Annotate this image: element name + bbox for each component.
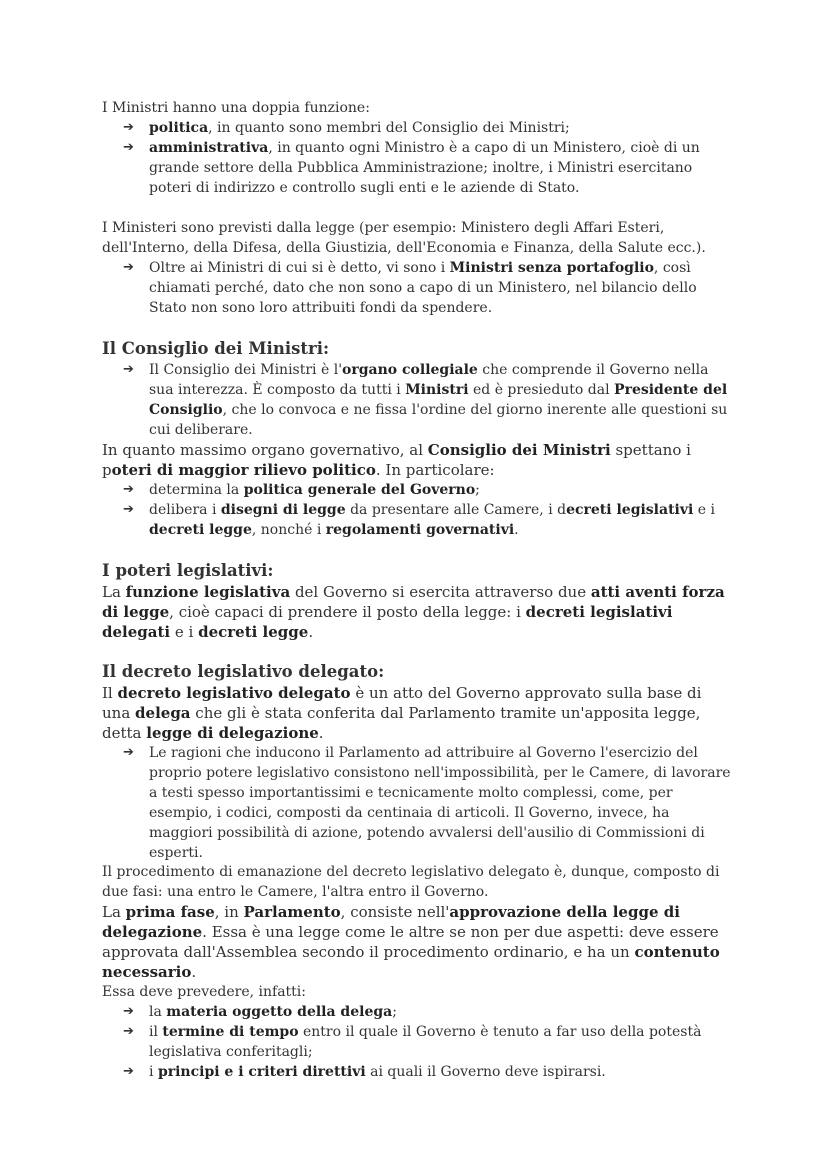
bold-text: decreti legislativi delegati	[102, 603, 673, 641]
text-run: spettano i p	[102, 441, 691, 479]
consiglio-powers-list	[102, 480, 732, 540]
bold-text: principi e i criteri direttivi	[157, 1064, 366, 1080]
list-item	[102, 1002, 732, 1022]
bold-text: politica generale del Governo	[243, 482, 476, 498]
arrow-bullet-icon: ➔	[123, 120, 134, 135]
list-item	[102, 258, 732, 318]
bold-text: disegni di legge	[220, 502, 346, 518]
section-ministeri	[102, 218, 732, 318]
consiglio-heading: Il Consiglio dei Ministri:	[102, 339, 330, 358]
bold-text: delega	[135, 704, 191, 722]
bold-text: Ministri	[405, 382, 469, 398]
section-procedimento	[102, 862, 732, 1082]
text-run: la	[149, 1004, 167, 1020]
list-item	[102, 1062, 732, 1082]
text-run: , consiste nell'	[340, 903, 450, 921]
text-run: . In particolare:	[375, 461, 495, 479]
bold-text: funzione legislativa	[125, 583, 291, 601]
section-consiglio	[102, 338, 732, 540]
list-item	[102, 480, 732, 500]
text-run: , in quanto ogni Ministro è a capo di un Ministero, cioè di un grande settore della Pubblica Amministrazione; inoltre, i Ministri esercitano poteri di indirizzo e controllo sugli enti e le aziende di Stato.	[149, 140, 700, 196]
decreto-paragraph	[102, 683, 732, 743]
procedimento-para2	[102, 902, 732, 982]
bold-text: politica	[149, 120, 209, 136]
text-run: del Governo si esercita attraverso due	[290, 583, 591, 601]
text-run: il	[149, 1024, 163, 1040]
bold-text: termine di tempo	[162, 1024, 299, 1040]
text-run: , nonché i	[251, 522, 326, 538]
text-run: e i	[693, 502, 715, 518]
list-item	[102, 118, 732, 138]
text-run: Il	[102, 684, 118, 702]
bold-text: prima fase	[125, 903, 215, 921]
ministeri-list	[102, 258, 732, 318]
procedimento-list	[102, 1002, 732, 1082]
bold-text: decreti legge	[198, 623, 309, 641]
bold-text: amministrativa	[149, 140, 269, 156]
text-run: , cioè capaci di prendere il posto della legge: i	[169, 603, 526, 621]
text-run: , che lo convoca e ne fissa l'ordine del giorno inerente alle questioni su cui deliberare.	[149, 402, 728, 438]
bold-text: ecreti legislativi	[566, 502, 694, 518]
bold-text: atti aventi forza di legge	[102, 583, 725, 621]
section-decreto	[102, 661, 732, 863]
text-run: La	[102, 583, 126, 601]
arrow-bullet-icon: ➔	[123, 140, 134, 155]
bold-text: organo collegiale	[342, 362, 478, 378]
text-run: , in quanto sono membri del Consiglio dei Ministri;	[208, 120, 570, 136]
text-run: .	[318, 724, 324, 742]
text-run: i	[149, 1064, 158, 1080]
section-ministri	[102, 98, 732, 198]
text-run: La	[102, 903, 126, 921]
section-poteri	[102, 560, 732, 642]
text-run: In quanto massimo organo governativo, al	[102, 441, 428, 459]
text-run: .	[191, 963, 197, 981]
decreto-heading: Il decreto legislativo delegato:	[102, 662, 385, 681]
bold-text: materia oggetto della delega	[166, 1004, 393, 1020]
ministri-functions-list	[102, 118, 732, 198]
arrow-bullet-icon: ➔	[123, 260, 134, 275]
text-run: è un atto del Governo approvato sulla base di una	[102, 684, 702, 722]
text-run: delibera i	[149, 502, 221, 518]
consiglio-paragraph	[102, 440, 732, 480]
text-run: che comprende il Governo nella sua interezza. È composto da tutti i	[149, 362, 709, 398]
bold-text: approvazione della legge di delegazione	[102, 903, 680, 941]
ministeri-intro: I Ministeri sono previsti dalla legge (per esempio: Ministero degli Affari Esteri, dell'Interno, della Difesa, della Giustizia, dell'Economia e Finanza, della Salute ecc.).	[102, 220, 706, 256]
text-run: che gli è stata conferita dal Parlamento tramite un'apposita legge, detta	[102, 704, 701, 742]
ministri-intro: I Ministri hanno una doppia funzione:	[102, 100, 370, 116]
bold-text: legge di delegazione	[146, 724, 319, 742]
poteri-heading: I poteri legislativi:	[102, 561, 274, 580]
bold-text: oteri di maggior rilievo politico	[111, 461, 376, 479]
list-item	[102, 1022, 732, 1062]
bold-text: Parlamento	[243, 903, 341, 921]
text-run: Il Consiglio dei Ministri è l'	[149, 362, 343, 378]
arrow-bullet-icon: ➔	[123, 1004, 134, 1019]
text-run: . Essa è una legge come le altre se non per due aspetti: deve essere approvata dall'Assemblea secondo il procedimento ordinario, e ha un	[102, 923, 719, 961]
text-run: ai quali il Governo deve ispirarsi.	[365, 1064, 606, 1080]
text-run: Oltre ai Ministri di cui si è detto, vi sono i	[149, 260, 450, 276]
text-run: da presentare alle Camere, i d	[345, 502, 567, 518]
arrow-bullet-icon: ➔	[123, 502, 134, 517]
bold-text: contenuto necessario	[102, 943, 720, 981]
poteri-paragraph	[102, 582, 732, 642]
bold-text: regolamenti governativi	[325, 522, 515, 538]
text-run: ;	[392, 1004, 397, 1020]
consiglio-list	[102, 360, 732, 440]
list-item	[102, 500, 732, 540]
procedimento-para3: Essa deve prevedere, infatti:	[102, 984, 307, 1000]
text-run: , così chiamati perché, dato che non sono a capo di un Ministero, nel bilancio dello Stato non sono loro attribuiti fondi da spendere.	[149, 260, 697, 316]
text-run: determina la	[149, 482, 244, 498]
bold-text: Ministri senza portafoglio	[449, 260, 654, 276]
text-run: .	[514, 522, 519, 538]
text-run: ed è presieduto dal	[468, 382, 615, 398]
text-run: e i	[170, 623, 199, 641]
arrow-bullet-icon: ➔	[123, 362, 134, 377]
arrow-bullet-icon: ➔	[123, 482, 134, 497]
decreto-list	[102, 743, 732, 863]
procedimento-para1: Il procedimento di emanazione del decreto legislativo delegato è, dunque, composto di due fasi: una entro le Camere, l'altra entro il Governo.	[102, 864, 720, 900]
arrow-bullet-icon: ➔	[123, 1064, 134, 1079]
list-item	[102, 360, 732, 440]
text-run: entro il quale il Governo è tenuto a far uso della potestà legislativa conferitagli;	[149, 1024, 702, 1060]
text-run: Le ragioni che inducono il Parlamento ad attribuire al Governo l'esercizio del proprio potere legislativo consistono nell'impossibilità, per le Camere, di lavorare a testi spesso importantissimi e tecnicamente molto complessi, come, per esempio, i codici, composti da centinaia di articoli. Il Governo, invece, ha maggiori possibilità di azione, potendo avvalersi dell'ausilio di Commissioni di esperti.	[149, 745, 731, 861]
list-item	[102, 138, 732, 198]
bold-text: Presidente del Consiglio	[149, 382, 728, 418]
text-run: .	[308, 623, 314, 641]
bold-text: Consiglio dei Ministri	[427, 441, 611, 459]
list-item	[102, 743, 732, 863]
bold-text: decreto legislativo delegato	[117, 684, 351, 702]
text-run: , in	[214, 903, 244, 921]
arrow-bullet-icon: ➔	[123, 745, 134, 760]
arrow-bullet-icon: ➔	[123, 1024, 134, 1039]
text-run: ;	[475, 482, 480, 498]
bold-text: decreti legge	[149, 522, 252, 538]
